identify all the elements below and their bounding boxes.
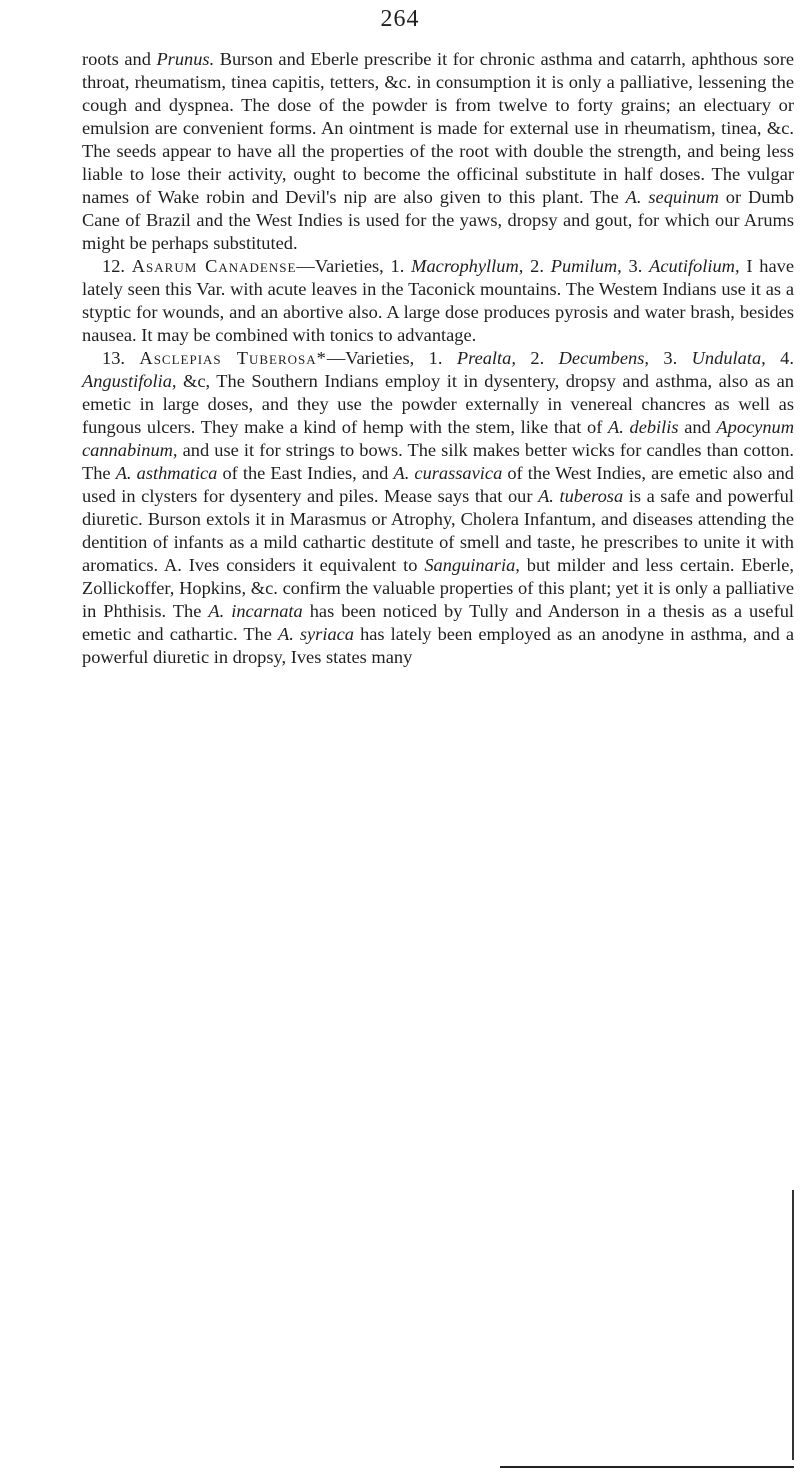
page-bottom-edge xyxy=(500,1466,794,1468)
paragraph-arum-continued: roots and Prunus. Burson and Eberle prescribe it for chronic asthma and catarrh, aphthous sore throat, rheumatism, tinea capitis, tetters, &c. in consumption it is only a palliative, lessening the cough and dyspnea. The dose of the powder is from twelve to forty grains; an electuary or emulsion are convenient forms. An ointment is made for external use in rheumatism, tinea, &c. The seeds appear to have all the properties of the root with double the strength, and being less liable to lose their activity, ought to become the officinal substitute in half doses. The vulgar names of Wake robin and Devil's nip are also given to this plant. The A. sequinum or Dumb Cane of Brazil and the West Indies is used for the yaws, dropsy and gout, for which our Arums might be perhaps substituted. xyxy=(82,49,794,253)
page-edge-rule xyxy=(792,1190,794,1460)
paragraph-asarum-canadense: 12. Asarum Canadense—Varieties, 1. Macrophyllum, 2. Pumilum, 3. Acutifolium, I have lately seen this Var. with acute leaves in the Taconick mountains. The Westem Indians use it as a styptic for wounds, and an abortive also. A large dose produces pyrosis and water brash, besides nausea. It may be combined with tonics to advantage. xyxy=(82,256,794,345)
paragraph-asclepias-tuberosa: 13. Asclepias Tuberosa*—Varieties, 1. Prealta, 2. Decumbens, 3. Undulata, 4. Angustifolia, &c, The Southern Indians employ it in dysentery, dropsy and asthma, also as an emetic in large doses, and they use the powder externally in venereal chancres as well as fungous ulcers. They make a kind of hemp with the stem, like that of A. debilis and Apocynum cannabinum, and use it for strings to bows. The silk makes better wicks for candles than cotton. The A. asthmatica of the East Indies, and A. curassavica of the West Indies, are emetic also and used in clysters for dysentery and piles. Mease says that our A. tuberosa is a safe and powerful diuretic. Burson extols it in Marasmus or Atrophy, Cholera Infantum, and diseases attending the dentition of infants as a mild cathartic destitute of smell and taste, he prescribes to unite it with aromatics. A. Ives considers it equivalent to Sanguinaria, but milder and less certain. Eberle, Zollickoffer, Hopkins, &c. confirm the valuable properties of this plant; yet it is only a palliative in Phthisis. The A. incarnata has been noticed by Tully and Anderson in a thesis as a useful emetic and cathartic. The A. syriaca has lately been employed as an anodyne in asthma, and a powerful diuretic in dropsy, Ives states many xyxy=(82,348,795,667)
body-text xyxy=(82,48,794,669)
entry-heading: Asarum Canadense xyxy=(131,256,297,276)
page-number: 264 xyxy=(380,6,420,32)
entry-heading: Asclepias Tuberosa* xyxy=(139,348,327,368)
